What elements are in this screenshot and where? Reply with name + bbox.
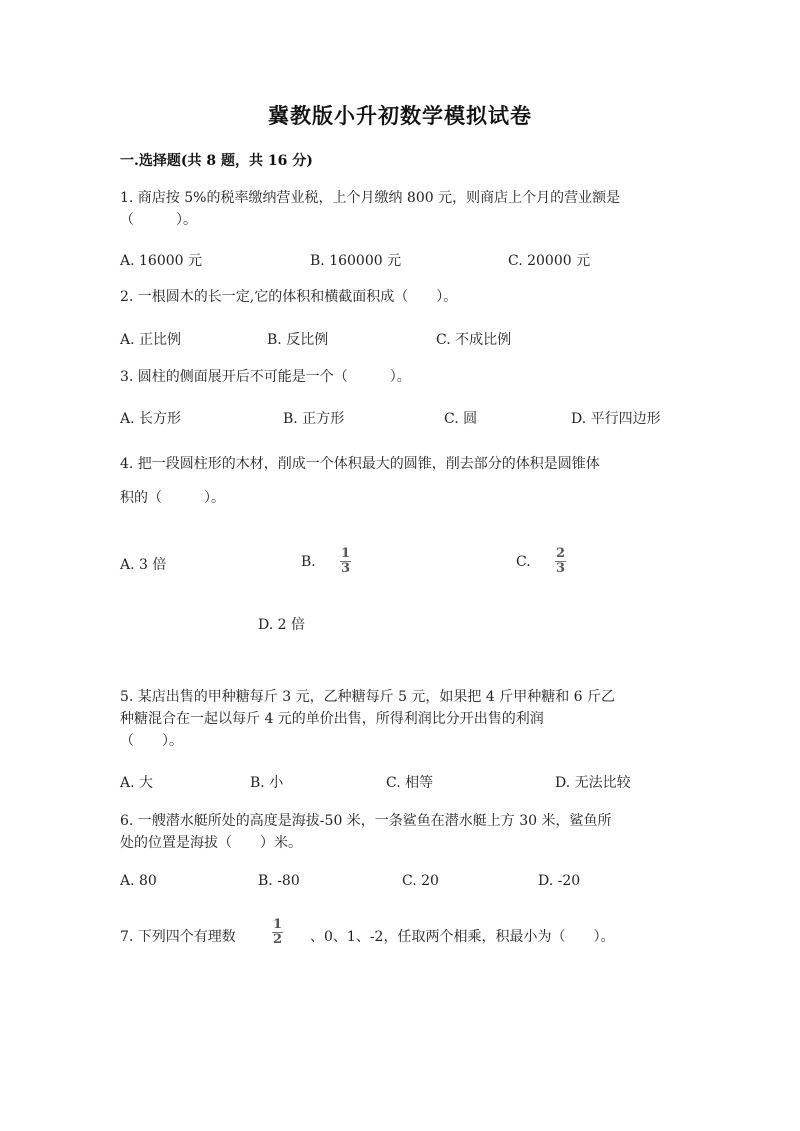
- question-4-line-2: 积的（ ）。: [120, 490, 225, 506]
- question-4-option-b[interactable]: B.: [301, 554, 316, 570]
- question-5-option-b[interactable]: B. 小: [250, 775, 284, 791]
- question-5-option-a[interactable]: A. 大: [120, 775, 154, 791]
- question-7-fraction: [272, 918, 283, 947]
- question-6-option-d[interactable]: D. -20: [538, 873, 581, 889]
- question-3-option-c[interactable]: C. 圆: [444, 411, 478, 427]
- fraction-numerator: 1: [341, 546, 351, 561]
- question-3: [120, 366, 680, 388]
- question-4-option-c-fraction: [555, 547, 566, 576]
- question-6-option-b[interactable]: B. -80: [258, 873, 300, 889]
- question-3-option-b[interactable]: B. 正方形: [283, 411, 345, 427]
- question-1-line-2: （ ）。: [120, 212, 197, 228]
- question-6-option-c[interactable]: C. 20: [402, 873, 439, 889]
- question-4-option-c[interactable]: C.: [516, 554, 531, 570]
- question-7-prefix: 7. 下列四个有理数: [120, 929, 236, 945]
- question-6-line-1: 6. 一艘潜水艇所处的高度是海拔-50 米，一条鲨鱼在潜水艇上方 30 米，鲨鱼所: [120, 813, 612, 829]
- question-1-option-c[interactable]: C. 20000 元: [508, 253, 591, 269]
- question-1: [120, 187, 680, 231]
- question-4-option-b-fraction: [340, 547, 351, 576]
- question-2-option-b[interactable]: B. 反比例: [267, 332, 329, 348]
- question-2-option-c[interactable]: C. 不成比例: [436, 332, 512, 348]
- question-4-option-a[interactable]: A. 3 倍: [120, 557, 167, 573]
- question-2: [120, 286, 680, 308]
- fraction-denominator: 3: [341, 561, 351, 576]
- question-5-line-1: 5. 某店出售的甲种糖每斤 3 元，乙种糖每斤 5 元，如果把 4 斤甲种糖和 6 斤乙: [120, 689, 616, 705]
- question-5: [120, 686, 680, 752]
- question-1-option-a[interactable]: A. 16000 元: [120, 253, 202, 269]
- question-3-line-1: 3. 圆柱的侧面展开后不可能是一个（ ）。: [120, 369, 411, 385]
- fraction-numerator: 2: [556, 546, 566, 561]
- fraction-denominator: 3: [556, 561, 566, 576]
- question-5-option-c[interactable]: C. 相等: [386, 775, 434, 791]
- question-5-option-d[interactable]: D. 无法比较: [555, 775, 631, 791]
- question-5-line-3: （ ）。: [120, 733, 183, 749]
- question-2-option-a[interactable]: A. 正比例: [120, 332, 182, 348]
- question-1-line-1: 1. 商店按 5%的税率缴纳营业税，上个月缴纳 800 元，则商店上个月的营业额是: [120, 190, 621, 206]
- question-6-option-a[interactable]: A. 80: [120, 873, 157, 889]
- question-3-option-d[interactable]: D. 平行四边形: [571, 411, 661, 427]
- question-6: [120, 810, 680, 854]
- question-4: [120, 447, 680, 515]
- question-6-line-2: 处的位置是海拔（ ）米。: [120, 835, 302, 851]
- question-4-line-1: 4. 把一段圆柱形的木材，削成一个体积最大的圆锥，削去部分的体积是圆锥体: [120, 456, 600, 472]
- question-2-line-1: 2. 一根圆木的长一定,它的体积和横截面积成（ ）。: [120, 289, 458, 305]
- page-title: 冀教版小升初数学模拟试卷: [268, 103, 532, 128]
- fraction-numerator: 1: [273, 917, 283, 932]
- section-heading: 一.选择题(共 8 题，共 16 分): [120, 153, 313, 169]
- question-1-option-b[interactable]: B. 160000 元: [310, 253, 402, 269]
- question-4-option-d[interactable]: D. 2 倍: [258, 617, 305, 633]
- fraction-denominator: 2: [273, 932, 283, 947]
- question-3-option-a[interactable]: A. 长方形: [120, 411, 182, 427]
- question-5-line-2: 种糖混合在一起以每斤 4 元的单价出售，所得利润比分开出售的利润: [120, 711, 544, 727]
- question-7-suffix: 、0、1、-2，任取两个相乘，积最小为（ ）。: [310, 929, 615, 945]
